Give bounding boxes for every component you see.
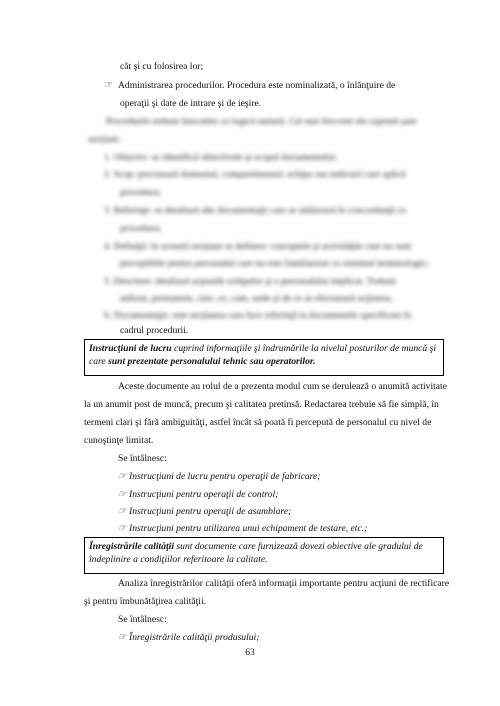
blurred-text: perceptibile pentru personalul care nu este familiarizat cu sistemul terminologic; bbox=[120, 258, 429, 269]
paragraph-line: termeni clari şi fără ambiguităţi, astfel încât să poată fi percepută de personalul cu nivel de bbox=[84, 417, 432, 428]
definition-line: care sunt prezentate personalului tehnic sau operatorilor. bbox=[89, 356, 316, 367]
blurred-text: 3. Referinţe: se detaliază alte documentaţii care se utilizează în concordanţă cu bbox=[104, 205, 407, 216]
paragraph-line: Aceste documente au rolul de a prezenta modul cum se derulează o anumită activitate bbox=[118, 381, 447, 392]
blurred-text: Procedurile trebuie întocmite cu logică unitară. Cel mai frecvent ele cuprind șase bbox=[106, 116, 417, 127]
blurred-text: 4. Definiţii: în această secţiune se definesc conceptele şi activităţile care nu sunt bbox=[104, 241, 412, 252]
text-line: cât şi cu folosirea lor; bbox=[120, 61, 204, 72]
paragraph-line: la un anumit post de muncă, precum şi calitatea pretinsă. Redactarea trebuie să fie simplă, în bbox=[84, 399, 439, 410]
text-line: Se întâlnesc: bbox=[118, 614, 167, 625]
blurred-text: procedura; bbox=[120, 223, 162, 234]
definition-box bbox=[84, 537, 444, 574]
blurred-text: 2. Scop: precizează domeniul, compartimentul, echipa sau indivizii care aplică bbox=[104, 169, 406, 180]
blurred-text: utilizat, permanent, cine, ce, cum, unde şi de ce se efectuează acţiunea; bbox=[120, 293, 393, 304]
paragraph-line: şi pentru îmbunătăţirea calităţii. bbox=[84, 596, 207, 607]
text-line: cadrul procedurii. bbox=[120, 325, 189, 336]
hand-pointer-icon: ☞ bbox=[104, 80, 113, 91]
list-item: ☞ Instrucţiuni de lucru pentru operaţii de fabricare; bbox=[118, 471, 321, 482]
definition-line: Înregistrările calităţii sunt documente care furnizează dovezi obiective ale gradului de bbox=[89, 541, 423, 552]
bullet-line: ☞ Administrarea procedurilor. Procedura este nominalizată, o înlănţuire de bbox=[104, 80, 396, 91]
list-item: ☞ Înregistrările calităţii produsului; bbox=[118, 632, 260, 643]
text-line: Se întâlnesc: bbox=[118, 453, 167, 464]
definition-box bbox=[84, 339, 444, 376]
text-line: operaţii şi date de intrare şi de ieşire. bbox=[120, 98, 262, 109]
pointing-finger-icon: ☞ bbox=[118, 489, 127, 500]
list-item: ☞ Instrucţiuni pentru utilizarea unui echipament de testare, etc.; bbox=[118, 523, 368, 534]
pointing-finger-icon: ☞ bbox=[118, 632, 127, 643]
blurred-text: 1. Obiectiv: se identifică obiectivele şi scopul documentului; bbox=[104, 152, 337, 163]
paragraph-line: cunoştinţe limitat. bbox=[84, 435, 154, 446]
blurred-text: secțiuni: bbox=[88, 134, 121, 145]
blurred-text: 5. Descriere: detaliază acţiunile echipelor şi a personalului implicat. Trebuie bbox=[104, 276, 397, 287]
definition-line: Instrucţiuni de lucru cuprind informaţiile şi îndrumările la nivelul posturilor de muncă şi bbox=[89, 343, 437, 354]
page-number: 63 bbox=[245, 647, 255, 658]
blurred-text: procedura; bbox=[120, 187, 162, 198]
list-item: ☞ Instrucţiuni pentru operaţii de control; bbox=[118, 489, 279, 500]
list-item: ☞ Instrucţiuni pentru operaţii de asamblare; bbox=[118, 506, 292, 517]
pointing-finger-icon: ☞ bbox=[118, 471, 127, 482]
blurred-text: 6. Documentaţie: este secţiunea care face referinţă la documentele specificate în bbox=[104, 310, 412, 321]
paragraph-line: Analiza înregistrărilor calităţii oferă informaţii importante pentru acţiuni de rectificare bbox=[118, 578, 450, 589]
definition-line: îndeplinire a condiţiilor referitoare la calitate. bbox=[89, 554, 268, 565]
pointing-finger-icon: ☞ bbox=[118, 523, 127, 534]
pointing-finger-icon: ☞ bbox=[118, 506, 127, 517]
